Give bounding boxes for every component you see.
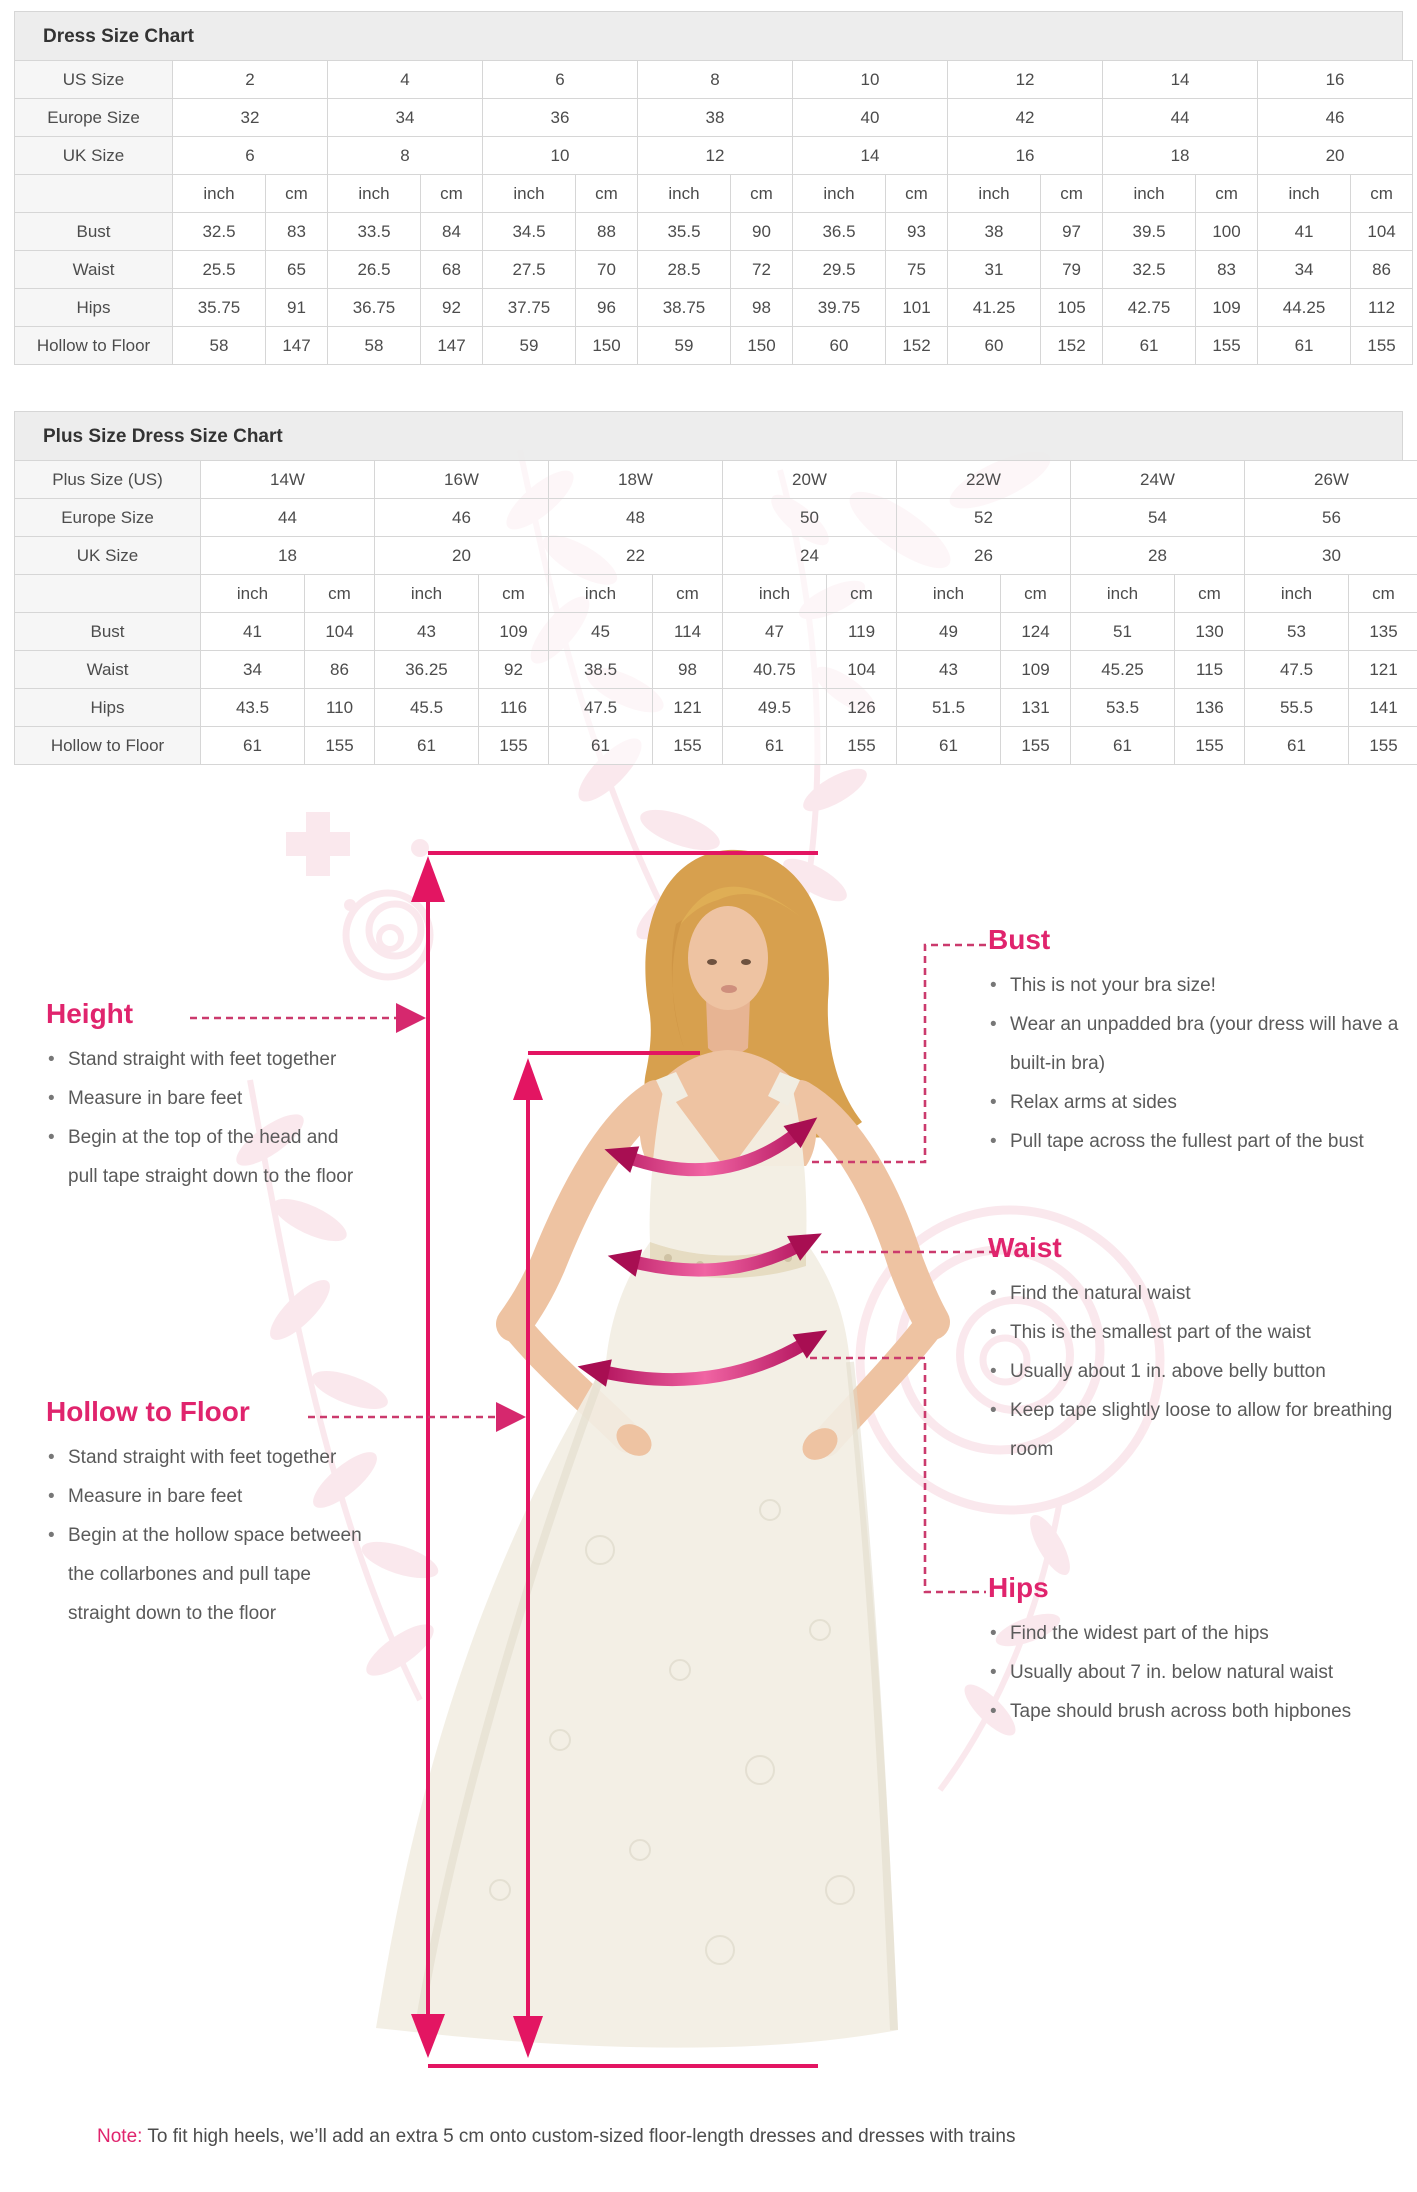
measurement-cell: 27.5 xyxy=(483,251,576,289)
hollow-to-floor-tips xyxy=(46,1438,368,1633)
table-row xyxy=(15,651,1417,689)
row-label-cell: UK Size xyxy=(15,137,173,175)
size-value-cell: 32 xyxy=(173,99,328,137)
measurement-cell: 110 xyxy=(305,689,375,727)
measurement-cell: 41 xyxy=(201,613,305,651)
measurement-cell: 65 xyxy=(266,251,328,289)
measurement-cell: 39.75 xyxy=(793,289,886,327)
measurement-cell: 45.5 xyxy=(375,689,479,727)
measurement-cell: 152 xyxy=(886,327,948,365)
height-heading: Height xyxy=(46,998,134,1029)
measurement-cell: 104 xyxy=(1351,213,1413,251)
measurement-cell: 60 xyxy=(948,327,1041,365)
size-value-cell: 34 xyxy=(328,99,483,137)
height-tips xyxy=(46,1040,358,1196)
measurement-cell: 114 xyxy=(653,613,723,651)
measure-tip: • Measure in bare feet xyxy=(46,1079,358,1118)
measurement-cell: 155 xyxy=(1175,727,1245,765)
unit-cell: cm xyxy=(653,575,723,613)
size-value-cell: 22W xyxy=(897,461,1071,499)
table-row xyxy=(15,461,1417,499)
measurement-cell: 60 xyxy=(793,327,886,365)
measurement-cell: 155 xyxy=(1196,327,1258,365)
measurement-cell: 61 xyxy=(1245,727,1349,765)
size-value-cell: 42 xyxy=(948,99,1103,137)
measurement-cell: 141 xyxy=(1349,689,1417,727)
table-row xyxy=(15,689,1417,727)
size-value-cell: 54 xyxy=(1071,499,1245,537)
size-value-cell: 28 xyxy=(1071,537,1245,575)
unit-cell: inch xyxy=(1103,175,1196,213)
size-value-cell: 10 xyxy=(793,61,948,99)
table-row xyxy=(15,213,1413,251)
measurement-cell: 61 xyxy=(549,727,653,765)
measurement-cell: 155 xyxy=(1001,727,1071,765)
row-label-cell: UK Size xyxy=(15,537,201,575)
measurement-cell: 155 xyxy=(1351,327,1413,365)
bust-callout xyxy=(988,924,1402,1161)
unit-cell: cm xyxy=(1349,575,1417,613)
unit-cell: inch xyxy=(201,575,305,613)
measurement-cell: 59 xyxy=(638,327,731,365)
measurement-cell: 96 xyxy=(576,289,638,327)
size-value-cell: 16 xyxy=(1258,61,1413,99)
measurement-cell: 131 xyxy=(1001,689,1071,727)
row-label-cell: Hollow to Floor xyxy=(15,327,173,365)
measurement-cell: 92 xyxy=(479,651,549,689)
hips-callout xyxy=(988,1572,1402,1731)
bust-tips xyxy=(988,966,1402,1161)
table-title: Dress Size Chart xyxy=(14,11,1403,60)
measurement-cell: 101 xyxy=(886,289,948,327)
measurement-cell: 75 xyxy=(886,251,948,289)
size-value-cell: 14W xyxy=(201,461,375,499)
measurement-cell: 45 xyxy=(549,613,653,651)
size-value-cell: 48 xyxy=(549,499,723,537)
measure-tip: • Begin at the top of the head and pull tape straight down to the floor xyxy=(46,1118,358,1196)
measurement-cell: 55.5 xyxy=(1245,689,1349,727)
measurement-cell: 126 xyxy=(827,689,897,727)
waist-callout xyxy=(988,1232,1408,1469)
measurement-cell: 92 xyxy=(421,289,483,327)
unit-cell: cm xyxy=(827,575,897,613)
measure-tip: • Begin at the hollow space between the collarbones and pull tape straight down to the floor xyxy=(46,1516,368,1633)
note-text: To fit high heels, we’ll add an extra 5 cm onto custom-sized floor-length dresses and dresses with trains xyxy=(142,2126,1016,2147)
measurement-cell: 90 xyxy=(731,213,793,251)
measurement-cell: 72 xyxy=(731,251,793,289)
size-value-cell: 20 xyxy=(1258,137,1413,175)
unit-cell: inch xyxy=(375,575,479,613)
size-value-cell: 14 xyxy=(1103,61,1258,99)
measurement-cell: 35.75 xyxy=(173,289,266,327)
unit-cell: inch xyxy=(549,575,653,613)
measure-tip: • Usually about 7 in. below natural waist xyxy=(988,1653,1402,1692)
row-label-cell xyxy=(15,175,173,213)
measurement-cell: 47 xyxy=(723,613,827,651)
measure-tip: • This is not your bra size! xyxy=(988,966,1402,1005)
measurement-cell: 43 xyxy=(375,613,479,651)
measurement-cell: 44.25 xyxy=(1258,289,1351,327)
measurement-cell: 53 xyxy=(1245,613,1349,651)
measurement-cell: 53.5 xyxy=(1071,689,1175,727)
size-value-cell: 44 xyxy=(1103,99,1258,137)
measurement-cell: 121 xyxy=(653,689,723,727)
measurement-cell: 155 xyxy=(827,727,897,765)
measurement-cell: 136 xyxy=(1175,689,1245,727)
unit-cell: inch xyxy=(483,175,576,213)
size-value-cell: 18 xyxy=(1103,137,1258,175)
measurement-cell: 83 xyxy=(266,213,328,251)
unit-cell: inch xyxy=(1071,575,1175,613)
size-value-cell: 2 xyxy=(173,61,328,99)
size-value-cell: 24W xyxy=(1071,461,1245,499)
measurement-cell: 130 xyxy=(1175,613,1245,651)
measurement-cell: 51.5 xyxy=(897,689,1001,727)
table-title: Plus Size Dress Size Chart xyxy=(14,411,1403,460)
unit-cell: inch xyxy=(948,175,1041,213)
measure-tip: • Stand straight with feet together xyxy=(46,1438,368,1477)
size-value-cell: 44 xyxy=(201,499,375,537)
measurement-cell: 88 xyxy=(576,213,638,251)
hips-heading: Hips xyxy=(988,1572,1049,1603)
measurement-cell: 150 xyxy=(731,327,793,365)
measure-tip: • Wear an unpadded bra (your dress will have a built-in bra) xyxy=(988,1005,1402,1083)
size-value-cell: 26W xyxy=(1245,461,1417,499)
unit-cell: cm xyxy=(1351,175,1413,213)
model-photo xyxy=(376,850,932,2048)
measurement-cell: 37.75 xyxy=(483,289,576,327)
measurement-cell: 83 xyxy=(1196,251,1258,289)
note-label: Note: xyxy=(97,2126,143,2147)
unit-cell: cm xyxy=(479,575,549,613)
measurement-cell: 155 xyxy=(653,727,723,765)
measure-tip: • Find the widest part of the hips xyxy=(988,1614,1402,1653)
measurement-cell: 104 xyxy=(827,651,897,689)
row-label-cell: Waist xyxy=(15,651,201,689)
measurement-cell: 28.5 xyxy=(638,251,731,289)
measure-tip: • This is the smallest part of the waist xyxy=(988,1313,1408,1352)
measure-tip: • Measure in bare feet xyxy=(46,1477,368,1516)
size-value-cell: 16 xyxy=(948,137,1103,175)
measurement-cell: 91 xyxy=(266,289,328,327)
table-row xyxy=(15,137,1413,175)
size-value-cell: 14 xyxy=(793,137,948,175)
measurement-cell: 38.5 xyxy=(549,651,653,689)
unit-cell: cm xyxy=(886,175,948,213)
size-value-cell: 30 xyxy=(1245,537,1417,575)
unit-cell: cm xyxy=(731,175,793,213)
row-label-cell xyxy=(15,575,201,613)
measure-tip: • Stand straight with feet together xyxy=(46,1040,358,1079)
measurement-cell: 104 xyxy=(305,613,375,651)
measurement-cell: 61 xyxy=(1103,327,1196,365)
hollow-to-floor-callout xyxy=(46,1396,368,1633)
table-row xyxy=(15,613,1417,651)
row-label-cell: Europe Size xyxy=(15,499,201,537)
size-value-cell: 6 xyxy=(483,61,638,99)
measurement-cell: 25.5 xyxy=(173,251,266,289)
table-row xyxy=(15,99,1413,137)
table-row xyxy=(15,327,1413,365)
unit-cell: inch xyxy=(723,575,827,613)
measurement-cell: 155 xyxy=(305,727,375,765)
measurement-cell: 41.25 xyxy=(948,289,1041,327)
unit-cell: inch xyxy=(173,175,266,213)
measurement-cell: 49.5 xyxy=(723,689,827,727)
table-row xyxy=(15,499,1417,537)
measurement-cell: 84 xyxy=(421,213,483,251)
measurement-cell: 61 xyxy=(1258,327,1351,365)
size-value-cell: 8 xyxy=(638,61,793,99)
size-value-cell: 10 xyxy=(483,137,638,175)
table-row xyxy=(15,537,1417,575)
measuring-guide xyxy=(0,790,1417,2110)
arrow-up-icon xyxy=(513,1058,543,1100)
measurement-cell: 61 xyxy=(1071,727,1175,765)
measurement-cell: 70 xyxy=(576,251,638,289)
unit-cell: inch xyxy=(793,175,886,213)
measurement-cell: 93 xyxy=(886,213,948,251)
measure-tip: • Relax arms at sides xyxy=(988,1083,1402,1122)
measurement-cell: 43 xyxy=(897,651,1001,689)
size-value-cell: 56 xyxy=(1245,499,1417,537)
measurement-cell: 34.5 xyxy=(483,213,576,251)
measurement-cell: 49 xyxy=(897,613,1001,651)
measurement-cell: 33.5 xyxy=(328,213,421,251)
unit-cell: cm xyxy=(266,175,328,213)
row-label-cell: Bust xyxy=(15,613,201,651)
measurement-cell: 38 xyxy=(948,213,1041,251)
size-value-cell: 18W xyxy=(549,461,723,499)
measure-tip: • Keep tape slightly loose to allow for breathing room xyxy=(988,1391,1408,1469)
waist-heading: Waist xyxy=(988,1232,1062,1263)
measurement-cell: 61 xyxy=(723,727,827,765)
row-label-cell: Europe Size xyxy=(15,99,173,137)
size-table xyxy=(14,460,1417,765)
size-table xyxy=(14,60,1413,365)
measurement-cell: 39.5 xyxy=(1103,213,1196,251)
measurement-cell: 38.75 xyxy=(638,289,731,327)
hollow-to-floor-heading: Hollow to Floor xyxy=(46,1396,250,1427)
measure-tip: • Pull tape across the fullest part of the bust xyxy=(988,1122,1402,1161)
table-row xyxy=(15,175,1413,213)
measurement-cell: 97 xyxy=(1041,213,1103,251)
table-row xyxy=(15,251,1413,289)
size-value-cell: 50 xyxy=(723,499,897,537)
row-label-cell: US Size xyxy=(15,61,173,99)
measurement-cell: 119 xyxy=(827,613,897,651)
measurement-cell: 58 xyxy=(173,327,266,365)
size-value-cell: 6 xyxy=(173,137,328,175)
measurement-cell: 109 xyxy=(479,613,549,651)
row-label-cell: Plus Size (US) xyxy=(15,461,201,499)
measurement-cell: 68 xyxy=(421,251,483,289)
table-row xyxy=(15,61,1413,99)
table-row xyxy=(15,289,1413,327)
measurement-cell: 86 xyxy=(1351,251,1413,289)
measurement-cell: 29.5 xyxy=(793,251,886,289)
measurement-cell: 32.5 xyxy=(1103,251,1196,289)
size-value-cell: 16W xyxy=(375,461,549,499)
measurement-cell: 34 xyxy=(201,651,305,689)
dress-size-chart-section xyxy=(14,0,1403,365)
unit-cell: cm xyxy=(1175,575,1245,613)
measurement-cell: 59 xyxy=(483,327,576,365)
measurement-cell: 112 xyxy=(1351,289,1413,327)
unit-cell: inch xyxy=(638,175,731,213)
measurement-cell: 36.25 xyxy=(375,651,479,689)
measurement-cell: 115 xyxy=(1175,651,1245,689)
bust-heading: Bust xyxy=(988,924,1051,955)
measurement-cell: 121 xyxy=(1349,651,1417,689)
measurement-cell: 109 xyxy=(1001,651,1071,689)
unit-cell: inch xyxy=(1258,175,1351,213)
measurement-cell: 86 xyxy=(305,651,375,689)
size-value-cell: 52 xyxy=(897,499,1071,537)
measurement-cell: 155 xyxy=(479,727,549,765)
size-value-cell: 46 xyxy=(1258,99,1413,137)
measure-tip: • Usually about 1 in. above belly button xyxy=(988,1352,1408,1391)
measurement-cell: 135 xyxy=(1349,613,1417,651)
size-value-cell: 20 xyxy=(375,537,549,575)
measurement-cell: 61 xyxy=(375,727,479,765)
size-value-cell: 46 xyxy=(375,499,549,537)
measurement-cell: 26.5 xyxy=(328,251,421,289)
arrow-up-icon xyxy=(411,856,445,902)
measurement-cell: 40.75 xyxy=(723,651,827,689)
size-value-cell: 12 xyxy=(948,61,1103,99)
size-value-cell: 22 xyxy=(549,537,723,575)
unit-cell: inch xyxy=(897,575,1001,613)
size-value-cell: 26 xyxy=(897,537,1071,575)
measurement-cell: 155 xyxy=(1349,727,1417,765)
measurement-cell: 31 xyxy=(948,251,1041,289)
size-value-cell: 38 xyxy=(638,99,793,137)
measure-tip: • Tape should brush across both hipbones xyxy=(988,1692,1402,1731)
plus-size-chart-section xyxy=(14,411,1403,765)
row-label-cell: Hollow to Floor xyxy=(15,727,201,765)
measurement-cell: 61 xyxy=(201,727,305,765)
size-value-cell: 36 xyxy=(483,99,638,137)
size-value-cell: 8 xyxy=(328,137,483,175)
measurement-cell: 150 xyxy=(576,327,638,365)
measurement-cell: 32.5 xyxy=(173,213,266,251)
unit-cell: cm xyxy=(1196,175,1258,213)
measurement-cell: 116 xyxy=(479,689,549,727)
size-value-cell: 12 xyxy=(638,137,793,175)
measurement-cell: 61 xyxy=(897,727,1001,765)
measurement-cell: 42.75 xyxy=(1103,289,1196,327)
measurement-cell: 79 xyxy=(1041,251,1103,289)
table-row xyxy=(15,727,1417,765)
heel-allowance-note xyxy=(97,2126,1417,2148)
unit-cell: cm xyxy=(305,575,375,613)
measurement-cell: 147 xyxy=(266,327,328,365)
measurement-cell: 43.5 xyxy=(201,689,305,727)
measurement-cell: 36.5 xyxy=(793,213,886,251)
measurement-cell: 51 xyxy=(1071,613,1175,651)
measurement-cell: 34 xyxy=(1258,251,1351,289)
row-label-cell: Hips xyxy=(15,689,201,727)
measurement-cell: 41 xyxy=(1258,213,1351,251)
unit-cell: inch xyxy=(328,175,421,213)
size-value-cell: 24 xyxy=(723,537,897,575)
height-callout xyxy=(46,998,358,1196)
measurement-cell: 100 xyxy=(1196,213,1258,251)
measurement-cell: 58 xyxy=(328,327,421,365)
row-label-cell: Waist xyxy=(15,251,173,289)
unit-cell: inch xyxy=(1245,575,1349,613)
size-value-cell: 4 xyxy=(328,61,483,99)
unit-cell: cm xyxy=(1041,175,1103,213)
measurement-cell: 47.5 xyxy=(549,689,653,727)
measurement-cell: 105 xyxy=(1041,289,1103,327)
waist-tips xyxy=(988,1274,1408,1469)
measurement-cell: 36.75 xyxy=(328,289,421,327)
size-value-cell: 20W xyxy=(723,461,897,499)
measurement-cell: 109 xyxy=(1196,289,1258,327)
measurement-cell: 152 xyxy=(1041,327,1103,365)
size-value-cell: 18 xyxy=(201,537,375,575)
size-value-cell: 40 xyxy=(793,99,948,137)
measurement-cell: 47.5 xyxy=(1245,651,1349,689)
unit-cell: cm xyxy=(1001,575,1071,613)
measurement-cell: 124 xyxy=(1001,613,1071,651)
measure-tip: • Find the natural waist xyxy=(988,1274,1408,1313)
connector-arrowheads xyxy=(396,1003,526,1432)
measurement-cell: 147 xyxy=(421,327,483,365)
hips-tips xyxy=(988,1614,1402,1731)
row-label-cell: Hips xyxy=(15,289,173,327)
unit-cell: cm xyxy=(576,175,638,213)
measurement-cell: 98 xyxy=(653,651,723,689)
measurement-cell: 45.25 xyxy=(1071,651,1175,689)
unit-cell: cm xyxy=(421,175,483,213)
measurement-cell: 98 xyxy=(731,289,793,327)
measurement-cell: 35.5 xyxy=(638,213,731,251)
arrow-down-icon xyxy=(411,2014,445,2058)
row-label-cell: Bust xyxy=(15,213,173,251)
table-row xyxy=(15,575,1417,613)
